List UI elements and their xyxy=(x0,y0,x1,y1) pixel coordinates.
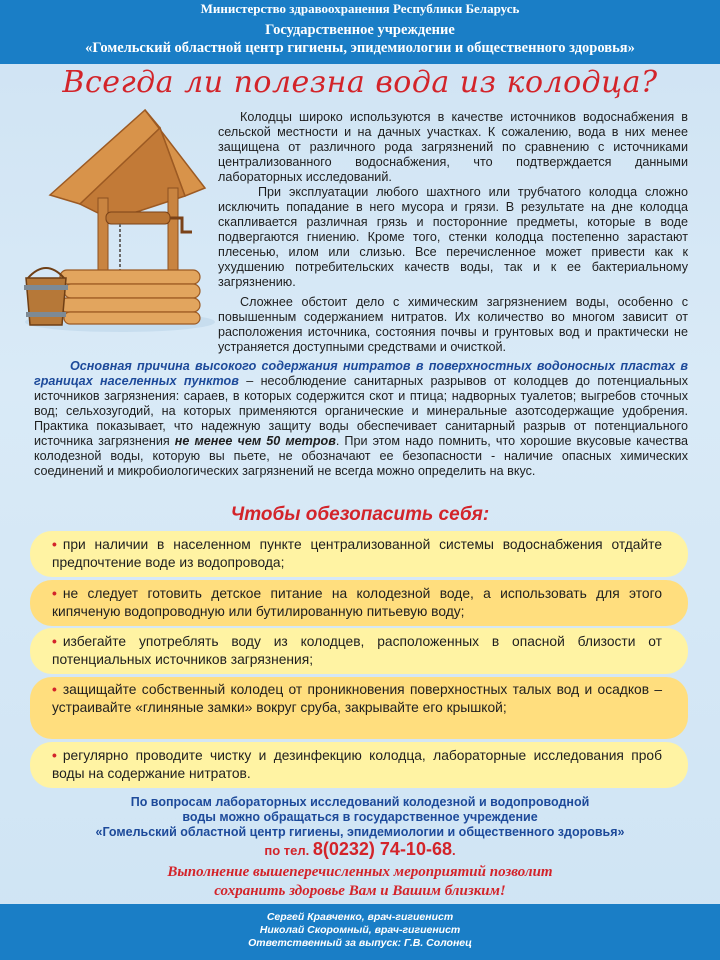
phone-number: 8(0232) 74-10-68 xyxy=(312,839,452,859)
advice-item xyxy=(30,531,688,577)
advice-item xyxy=(30,742,688,788)
page-title: Всегда ли полезна вода из колодца? xyxy=(62,65,658,100)
contact-line-2: воды можно обращаться в государственное учреждение xyxy=(182,810,538,824)
advice-item-text: избегайте употреблять воду из колодцев, расположенных в опасной близости от потенциальных источников загрязнения; xyxy=(52,634,662,667)
slogan-line-2: сохранить здоровье Вам и Вашим близким! xyxy=(214,883,506,899)
contact-line-1: По вопросам лабораторных исследований колодезной и водопроводной xyxy=(130,795,590,809)
cause-text: – несоблюдение санитарных разрывов от колодцев до потенциальных источников загрязнения: сараев, в которых содержится скот и птица; надворных туалетов; выгребов сточных вод; сельхозугодий, на которых применяются органические и минеральные азотсодержащие удобрения. Практика показывает, что надежную защиту воды обеспечивает санитарный разрыв от потенциального источника загрязнения xyxy=(34,374,688,448)
author-1: Сергей Кравченко, врач-гигиенист xyxy=(266,911,454,923)
contact-phone-line xyxy=(0,839,720,860)
advice-item xyxy=(30,677,688,739)
author-2: Николай Скоромный, врач-гигиенист xyxy=(259,924,461,936)
paragraph-nitrates-text: Сложнее обстоит дело с химическим загрязнением воды, особенно с повышенным содержанием нитратов. Их количество во многом зависит от расположения источника, состояния почвы и грунтовых вод и практически не устраняется доступными средствами и очисткой. xyxy=(218,295,688,354)
paragraph-intro xyxy=(218,110,688,185)
cause-emphasis: Основная причина высокого содержания нитратов в поверхностных водоносных пластах в границах населенных пунктов xyxy=(34,359,688,388)
paragraph-intro-text: Колодцы широко используются в качестве источников водоснабжения в сельской местности и на дачных участках. К сожалению, вода в них менее защищена от различного рода загрязнений по сравнению с источниками централизованного водоснабжения, что подтверждается данными лабораторных исследований. xyxy=(218,110,688,184)
phone-suffix: . xyxy=(451,843,456,858)
phone-prefix: по тел. xyxy=(264,843,313,858)
slogan-line-1: Выполнение вышеперечисленных мероприятий позволит xyxy=(167,864,553,880)
well-roof xyxy=(50,110,205,220)
advice-item-text: защищайте собственный колодец от проникновения поверхностных талых вод и осадков – устраивайте «глиняные замки» вокруг сруба, закрывайте его крышкой; xyxy=(52,682,662,715)
bullet-icon: • xyxy=(52,586,57,601)
advice-item xyxy=(30,628,688,674)
paragraph-nitrates xyxy=(34,295,688,355)
footer-banner xyxy=(0,904,720,960)
distance-emphasis: не менее чем 50 метров xyxy=(174,434,336,448)
contact-line-3: «Гомельский областной центр гигиены, эпидемиологии и общественного здоровья» xyxy=(95,825,625,839)
paragraph-mud xyxy=(218,185,688,290)
advice-item-text: не следует готовить детское питание на колодезной воде, а использовать для этого кипяченую водопроводную или бутилированную питьевую воду; xyxy=(52,586,662,619)
bullet-icon: • xyxy=(52,748,57,763)
advice-item-text: при наличии в населенном пункте централизованной системы водоснабжения отдайте предпочтение воде из водопровода; xyxy=(52,537,662,570)
ministry-name: Министерство здравоохранения Республики Беларусь xyxy=(200,1,520,16)
responsible-editor: Ответственный за выпуск: Г.В. Солонец xyxy=(248,937,472,949)
protect-heading: Чтобы обезопасить себя: xyxy=(230,504,490,525)
bullet-icon: • xyxy=(52,682,57,697)
institution-name: «Гомельский областной центр гигиены, эпидемиологии и общественного здоровья» xyxy=(85,40,635,56)
institution-type: Государственное учреждение xyxy=(265,22,455,38)
advice-item xyxy=(30,580,688,626)
paragraph-mud-text: При эксплуатации любого шахтного или трубчатого колодца сложно исключить попадание в него мусора и грязи. В результате на дне колодца скапливается различная грязь и посторонние предметы, которые в воде подвергаются гниению. Кроме того, стенки колодца постепенно зарастают плесенью, илом или слизью. Все перечисленное может привести как к ухудшению потребительских качеств воды, так и к ее бактериальному загрязнению. xyxy=(218,185,688,289)
cause-conclusion: . При этом надо помнить, что хорошие вкусовые качества колодезной воды, которую вы пьете, не обозначают ее безопасности - наличие опасных химических соединений и микробиологических загрязнений не всегда можно определить на вкус. xyxy=(34,434,689,478)
paragraph-cause xyxy=(34,359,688,479)
bullet-icon: • xyxy=(52,537,57,552)
header-banner xyxy=(0,0,720,64)
bullet-icon: • xyxy=(52,634,57,649)
advice-item-text: регулярно проводите чистку и дезинфекцию колодца, лабораторные исследования проб воды на содержание нитратов. xyxy=(52,748,662,781)
